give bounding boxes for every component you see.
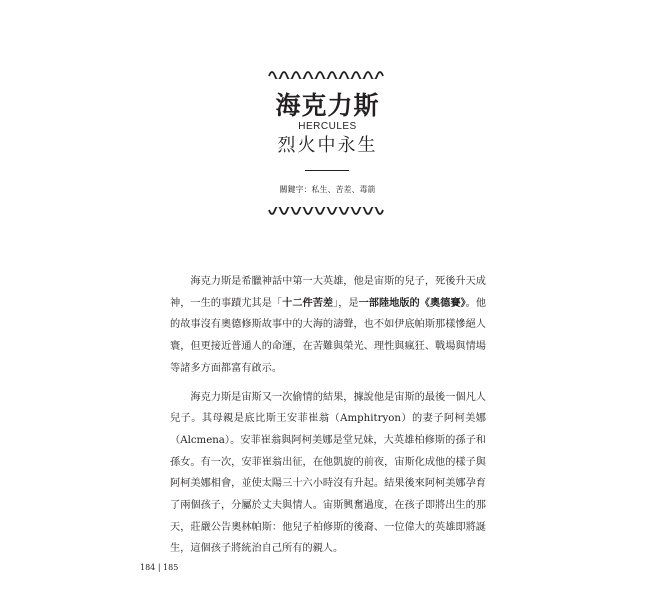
paragraph-1-text-b: 」，是 xyxy=(333,297,359,309)
paragraph-2: 海克力斯是宙斯又一次偷情的結果，據說他是宙斯的最後一個凡人兒子。其母親是底比斯王安菲崔翁（Amphitryon）的妻子阿柯美娜（Alcmena）。安菲崔翁與阿柯美娜是堂兄妹，大英雄柏修斯的孫子和孫女。有一次，安菲崔翁出征，在他凱旋的前夜，宙斯化成他的樣子與阿柯美娜相會，並使太陽三十六小時沒有升起。結果後來阿柯美娜孕育了兩個孩子，分屬於丈夫與情人。宙斯興奮過度，在孩子即將出生的那天，莊嚴公告奧林帕斯：他兒子柏修斯的後裔、一位偉大的英雄即將誕生，這個孩子將統治自己所有的親人。 xyxy=(170,391,486,555)
chapter-title: 海克力斯 xyxy=(275,91,380,120)
chapter-subtitle-chinese: 烈火中永生 xyxy=(277,135,378,156)
wave-ornament-bottom xyxy=(267,207,387,219)
chapter-keywords: 關鍵字：私生、苦差、毒箭 xyxy=(279,185,376,194)
body-text xyxy=(170,271,486,560)
paragraph-1-text-a: 海克力斯是希臘神話中第一大英雄，他是宙斯的兒子，死後升天成神，一生的事蹟尤其是「 xyxy=(170,276,486,309)
title-divider xyxy=(305,170,349,171)
bold-term-land-odyssey: 一部陸地版的《奧德賽》 xyxy=(358,297,466,309)
paragraph-1 xyxy=(170,271,486,380)
paragraph-1-text-c: 。他的故事沒有奧德修斯故事中的大海的濤聲，也不如伊底帕斯那樣慘絕人寰，但更接近普通人的命運，在苦難與榮光、理性與瘋狂、戰場與情場等諸多方面都富有啟示。 xyxy=(170,297,487,374)
chapter-subtitle-english: HERCULES xyxy=(298,121,357,132)
wave-ornament-top xyxy=(267,67,387,79)
page-number: 184 | 185 xyxy=(140,563,179,572)
bold-term-twelve-labors: 十二件苦差 xyxy=(282,297,334,309)
